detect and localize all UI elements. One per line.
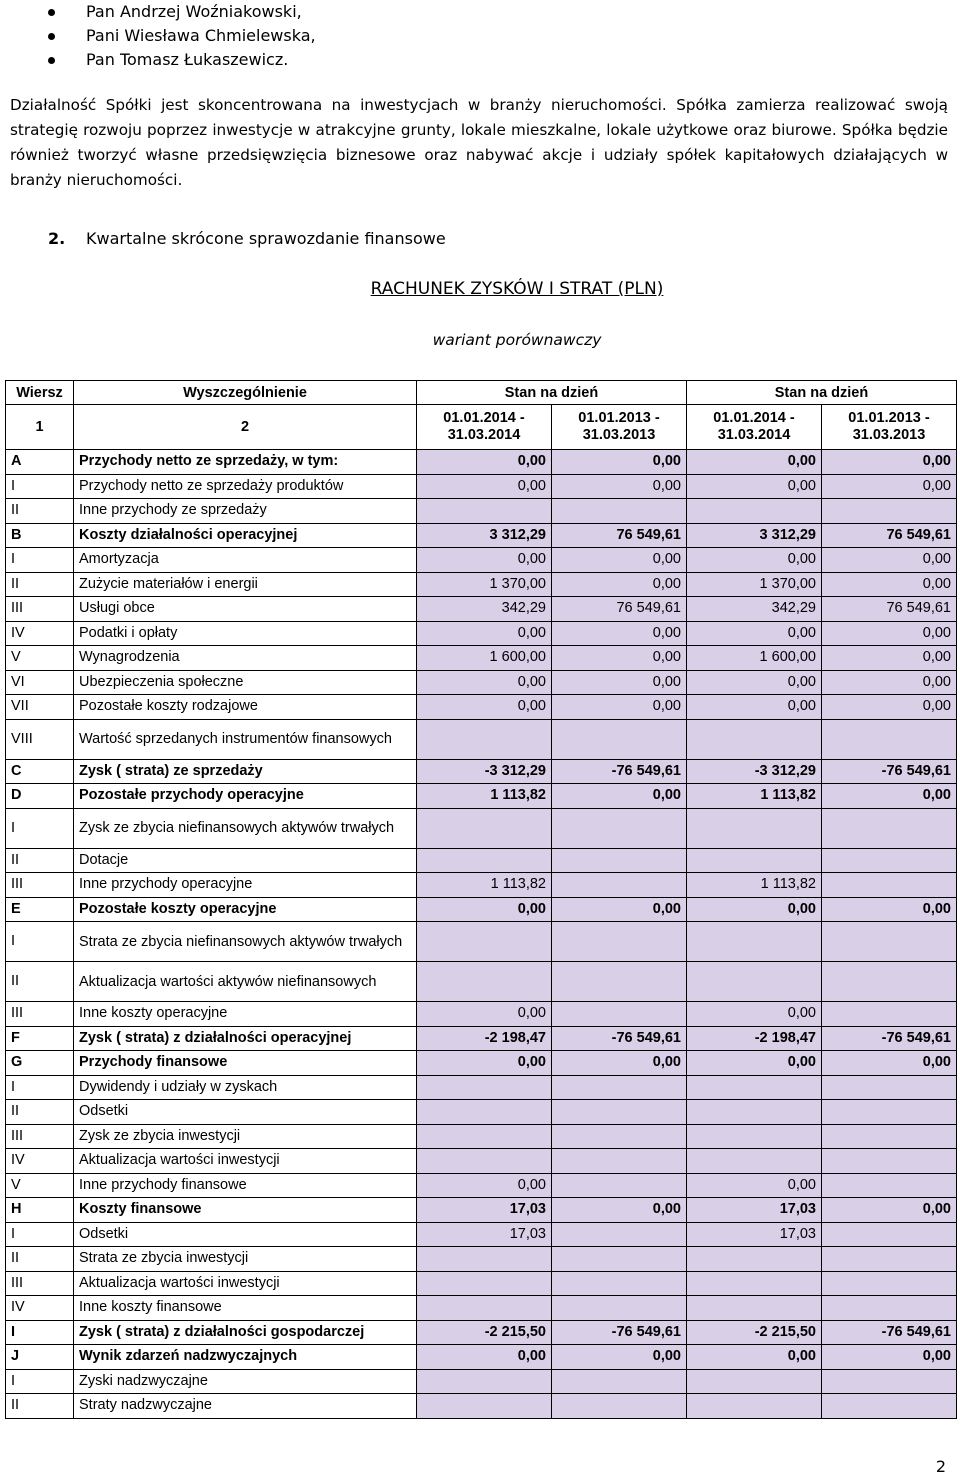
row-value: 0,00 (417, 1345, 552, 1370)
header-period: 01.01.2014 - 31.03.2014 (417, 405, 552, 450)
row-value: -76 549,61 (822, 759, 957, 784)
row-value (552, 808, 687, 848)
row-value (687, 1124, 822, 1149)
row-value: 1 113,82 (417, 873, 552, 898)
row-label: Wartość sprzedanych instrumentów finansowych (74, 719, 417, 759)
row-value: 0,00 (687, 1051, 822, 1076)
row-value (687, 922, 822, 962)
table-row (6, 1173, 957, 1198)
row-value (552, 922, 687, 962)
row-value: -76 549,61 (552, 1320, 687, 1345)
table-row (6, 474, 957, 499)
row-label: Ubezpieczenia społeczne (74, 670, 417, 695)
row-label: Aktualizacja wartości inwestycji (74, 1149, 417, 1174)
row-label: Zysk ze zbycia niefinansowych aktywów trwałych (74, 808, 417, 848)
table-row (6, 784, 957, 809)
table-row (6, 1369, 957, 1394)
row-value (552, 848, 687, 873)
row-value: 1 370,00 (687, 572, 822, 597)
row-code: IV (6, 621, 74, 646)
row-value: 0,00 (417, 670, 552, 695)
row-value: 0,00 (687, 548, 822, 573)
row-value: 0,00 (417, 695, 552, 720)
row-code: IV (6, 1149, 74, 1174)
row-value: 0,00 (417, 450, 552, 475)
row-value (552, 1149, 687, 1174)
row-value: 0,00 (822, 897, 957, 922)
row-value: 0,00 (822, 670, 957, 695)
row-value (552, 1247, 687, 1272)
row-value: 76 549,61 (552, 597, 687, 622)
row-label: Zyski nadzwyczajne (74, 1369, 417, 1394)
row-value: 76 549,61 (822, 597, 957, 622)
row-code: E (6, 897, 74, 922)
row-value: 0,00 (552, 784, 687, 809)
board-members-list (48, 0, 316, 72)
row-label: Aktualizacja wartości inwestycji (74, 1271, 417, 1296)
row-value: 0,00 (822, 1198, 957, 1223)
row-label: Aktualizacja wartości aktywów niefinansowych (74, 962, 417, 1002)
row-value (822, 1149, 957, 1174)
row-code: III (6, 1002, 74, 1027)
row-label: Odsetki (74, 1100, 417, 1125)
row-label: Zysk ( strata) ze sprzedaży (74, 759, 417, 784)
row-value: 0,00 (822, 1345, 957, 1370)
row-value (822, 719, 957, 759)
row-value: 0,00 (552, 670, 687, 695)
row-value: -3 312,29 (417, 759, 552, 784)
row-value (822, 1124, 957, 1149)
row-code: I (6, 922, 74, 962)
row-value: 0,00 (822, 450, 957, 475)
table-row (6, 759, 957, 784)
row-value: 1 113,82 (687, 784, 822, 809)
row-code: I (6, 1222, 74, 1247)
table-row (6, 646, 957, 671)
row-value (417, 808, 552, 848)
row-label: Wynagrodzenia (74, 646, 417, 671)
row-value: -3 312,29 (687, 759, 822, 784)
header-period: 01.01.2013 - 31.03.2013 (822, 405, 957, 450)
header-stan-2: Stan na dzień (687, 381, 957, 405)
row-label: Zysk ( strata) z działalności operacyjnej (74, 1026, 417, 1051)
row-code: I (6, 1369, 74, 1394)
row-value: 342,29 (417, 597, 552, 622)
row-value: 0,00 (417, 1051, 552, 1076)
row-label: Inne koszty operacyjne (74, 1002, 417, 1027)
row-code: J (6, 1345, 74, 1370)
table-row (6, 1320, 957, 1345)
row-value: -76 549,61 (822, 1320, 957, 1345)
row-value: 0,00 (552, 1051, 687, 1076)
row-value (822, 848, 957, 873)
row-value: 0,00 (822, 1051, 957, 1076)
row-value: 0,00 (417, 474, 552, 499)
table-header-row (6, 381, 957, 405)
row-value (822, 1369, 957, 1394)
row-value: 0,00 (552, 1345, 687, 1370)
section-number: 2. (48, 229, 66, 248)
row-label: Pozostałe koszty rodzajowe (74, 695, 417, 720)
row-code: IV (6, 1296, 74, 1321)
row-label: Zysk ( strata) z działalności gospodarczej (74, 1320, 417, 1345)
row-label: Dotacje (74, 848, 417, 873)
row-value (822, 1296, 957, 1321)
header-col-2: 2 (74, 405, 417, 450)
row-value (417, 1296, 552, 1321)
row-label: Pozostałe koszty operacyjne (74, 897, 417, 922)
row-label: Podatki i opłaty (74, 621, 417, 646)
row-value: 0,00 (822, 474, 957, 499)
row-value (417, 719, 552, 759)
row-label: Inne przychody ze sprzedaży (74, 499, 417, 524)
row-code: III (6, 1271, 74, 1296)
row-code: I (6, 808, 74, 848)
row-code: II (6, 499, 74, 524)
table-row (6, 1394, 957, 1419)
row-value (822, 1075, 957, 1100)
table-row (6, 1026, 957, 1051)
row-value: -76 549,61 (822, 1026, 957, 1051)
row-code: I (6, 548, 74, 573)
header-stan-1: Stan na dzień (417, 381, 687, 405)
row-value (822, 1002, 957, 1027)
row-code: III (6, 873, 74, 898)
table-row (6, 848, 957, 873)
row-code: A (6, 450, 74, 475)
row-label: Amortyzacja (74, 548, 417, 573)
row-value (552, 1222, 687, 1247)
row-value: 0,00 (417, 1002, 552, 1027)
row-value (687, 719, 822, 759)
row-value: 76 549,61 (822, 523, 957, 548)
row-code: II (6, 848, 74, 873)
row-value (822, 962, 957, 1002)
row-value: 0,00 (417, 548, 552, 573)
row-value (687, 848, 822, 873)
row-value: 0,00 (822, 548, 957, 573)
row-code: II (6, 1394, 74, 1419)
row-value: 0,00 (687, 1173, 822, 1198)
document-title: RACHUNEK ZYSKÓW I STRAT (PLN) (370, 279, 664, 299)
row-value (552, 1002, 687, 1027)
row-value (822, 808, 957, 848)
row-value: 0,00 (687, 670, 822, 695)
row-code: D (6, 784, 74, 809)
row-value (687, 1296, 822, 1321)
row-value (822, 873, 957, 898)
table-row (6, 1075, 957, 1100)
row-value: 1 370,00 (417, 572, 552, 597)
row-value (552, 1271, 687, 1296)
table-row (6, 719, 957, 759)
table-row (6, 1051, 957, 1076)
row-value (822, 1247, 957, 1272)
row-value (552, 719, 687, 759)
row-value: 0,00 (552, 897, 687, 922)
table-row (6, 1345, 957, 1370)
table-row (6, 1100, 957, 1125)
table-row (6, 523, 957, 548)
row-value: 0,00 (552, 474, 687, 499)
row-value (687, 499, 822, 524)
row-value (552, 873, 687, 898)
row-label: Inne przychody operacyjne (74, 873, 417, 898)
row-value (552, 1173, 687, 1198)
row-value (822, 1100, 957, 1125)
table-row (6, 922, 957, 962)
header-period: 01.01.2013 - 31.03.2013 (552, 405, 687, 450)
row-value (687, 1369, 822, 1394)
row-value: -2 198,47 (687, 1026, 822, 1051)
table-row (6, 695, 957, 720)
row-value (552, 1075, 687, 1100)
row-value (687, 1271, 822, 1296)
row-code: II (6, 572, 74, 597)
row-value: 0,00 (687, 621, 822, 646)
table-row (6, 808, 957, 848)
table-row (6, 1198, 957, 1223)
table-body (6, 450, 957, 1419)
row-value (417, 1075, 552, 1100)
table-row (6, 873, 957, 898)
row-value: 17,03 (687, 1198, 822, 1223)
row-label: Wynik zdarzeń nadzwyczajnych (74, 1345, 417, 1370)
row-value (552, 1296, 687, 1321)
table-row (6, 450, 957, 475)
row-code: II (6, 1247, 74, 1272)
row-value: 0,00 (552, 646, 687, 671)
row-value: 0,00 (687, 897, 822, 922)
row-code: G (6, 1051, 74, 1076)
row-value: 0,00 (417, 1173, 552, 1198)
row-value (822, 1222, 957, 1247)
row-value: 0,00 (687, 474, 822, 499)
row-value: 0,00 (822, 621, 957, 646)
header-wiersz: Wiersz (6, 381, 74, 405)
row-code: II (6, 1100, 74, 1125)
row-value (552, 1394, 687, 1419)
row-label: Zużycie materiałów i energii (74, 572, 417, 597)
row-value: 1 600,00 (417, 646, 552, 671)
row-value: 0,00 (552, 450, 687, 475)
row-value (687, 1100, 822, 1125)
row-value: -76 549,61 (552, 1026, 687, 1051)
table-row (6, 670, 957, 695)
row-code: VI (6, 670, 74, 695)
table-row (6, 1222, 957, 1247)
row-value (822, 1271, 957, 1296)
row-label: Strata ze zbycia inwestycji (74, 1247, 417, 1272)
row-value: 17,03 (687, 1222, 822, 1247)
list-item: Pani Wiesława Chmielewska, (48, 24, 316, 48)
row-value (552, 1100, 687, 1125)
section-heading (48, 229, 446, 248)
row-code: I (6, 1075, 74, 1100)
row-value (417, 848, 552, 873)
table-row (6, 962, 957, 1002)
row-code: C (6, 759, 74, 784)
row-code: V (6, 646, 74, 671)
row-label: Pozostałe przychody operacyjne (74, 784, 417, 809)
table-row (6, 499, 957, 524)
header-period: 01.01.2014 - 31.03.2014 (687, 405, 822, 450)
row-value (822, 922, 957, 962)
row-label: Koszty działalności operacyjnej (74, 523, 417, 548)
row-value (417, 1100, 552, 1125)
row-label: Przychody netto ze sprzedaży produktów (74, 474, 417, 499)
header-wyszczegolnienie: Wyszczególnienie (74, 381, 417, 405)
row-code: B (6, 523, 74, 548)
row-value (687, 962, 822, 1002)
row-code: V (6, 1173, 74, 1198)
row-value: 0,00 (822, 646, 957, 671)
table-row (6, 621, 957, 646)
row-value (687, 808, 822, 848)
row-value (822, 1173, 957, 1198)
row-value (417, 499, 552, 524)
row-value: 1 113,82 (687, 873, 822, 898)
row-value: 0,00 (417, 897, 552, 922)
row-value: 0,00 (552, 572, 687, 597)
row-value (822, 499, 957, 524)
row-label: Usługi obce (74, 597, 417, 622)
row-value: 0,00 (687, 1002, 822, 1027)
row-value (687, 1075, 822, 1100)
section-title: Kwartalne skrócone sprawozdanie finansowe (86, 229, 446, 248)
row-value (417, 1369, 552, 1394)
row-value (417, 1124, 552, 1149)
table-row (6, 1247, 957, 1272)
row-label: Przychody finansowe (74, 1051, 417, 1076)
row-value (417, 1247, 552, 1272)
row-value (417, 962, 552, 1002)
table-row (6, 572, 957, 597)
row-value: 0,00 (822, 784, 957, 809)
page-number: 2 (935, 1457, 946, 1476)
row-value: 342,29 (687, 597, 822, 622)
row-label: Przychody netto ze sprzedaży, w tym: (74, 450, 417, 475)
row-value (552, 1124, 687, 1149)
table-row (6, 1271, 957, 1296)
table-row (6, 1296, 957, 1321)
row-code: H (6, 1198, 74, 1223)
row-code: I (6, 474, 74, 499)
row-label: Strata ze zbycia niefinansowych aktywów trwałych (74, 922, 417, 962)
list-item: Pan Tomasz Łukaszewicz. (48, 48, 316, 72)
row-value (417, 1271, 552, 1296)
row-code: I (6, 1320, 74, 1345)
row-code: VII (6, 695, 74, 720)
row-label: Koszty finansowe (74, 1198, 417, 1223)
row-value: 0,00 (552, 548, 687, 573)
header-col-1: 1 (6, 405, 74, 450)
row-value: 1 600,00 (687, 646, 822, 671)
row-value: 0,00 (552, 1198, 687, 1223)
row-code: II (6, 962, 74, 1002)
row-label: Inne przychody finansowe (74, 1173, 417, 1198)
row-value: 0,00 (552, 695, 687, 720)
row-label: Zysk ze zbycia inwestycji (74, 1124, 417, 1149)
table-header-row (6, 405, 957, 450)
row-value: 0,00 (417, 621, 552, 646)
row-code: F (6, 1026, 74, 1051)
row-label: Odsetki (74, 1222, 417, 1247)
table-row (6, 1002, 957, 1027)
table-row (6, 548, 957, 573)
company-description: Działalność Spółki jest skoncentrowana na inwestycjach w branży nieruchomości. Spółka zamierza realizować swoją strategię rozwoju poprzez inwestycje w atrakcyjne grunty, lokale mieszkalne, lokale użytkowe oraz biurowe. Spółka będzie również tworzyć własne przedsięwzięcia biznesowe oraz nabywać akcje i udziały spółek kapitałowych działających w branży nieruchomości. (10, 96, 948, 189)
table-row (6, 1124, 957, 1149)
row-value (552, 962, 687, 1002)
row-label: Straty nadzwyczajne (74, 1394, 417, 1419)
row-value: 0,00 (687, 450, 822, 475)
row-value: -2 198,47 (417, 1026, 552, 1051)
row-value: 3 312,29 (417, 523, 552, 548)
row-value (417, 1394, 552, 1419)
row-value (552, 499, 687, 524)
row-label: Inne koszty finansowe (74, 1296, 417, 1321)
row-value (417, 1149, 552, 1174)
document-subtitle: wariant porównawczy (432, 331, 602, 349)
row-code: VIII (6, 719, 74, 759)
row-value: 0,00 (552, 621, 687, 646)
row-value (687, 1394, 822, 1419)
row-label: Dywidendy i udziały w zyskach (74, 1075, 417, 1100)
income-statement-table (5, 380, 957, 1419)
row-value (687, 1247, 822, 1272)
row-code: III (6, 1124, 74, 1149)
row-value (687, 1149, 822, 1174)
row-value (552, 1369, 687, 1394)
row-value: 17,03 (417, 1198, 552, 1223)
row-value: -76 549,61 (552, 759, 687, 784)
table-row (6, 597, 957, 622)
row-value: 0,00 (822, 572, 957, 597)
row-value: 3 312,29 (687, 523, 822, 548)
row-value: -2 215,50 (417, 1320, 552, 1345)
row-value (822, 1394, 957, 1419)
row-value: 76 549,61 (552, 523, 687, 548)
row-value: 0,00 (687, 1345, 822, 1370)
row-value: 17,03 (417, 1222, 552, 1247)
row-value: 0,00 (687, 695, 822, 720)
row-value: 0,00 (822, 695, 957, 720)
row-code: III (6, 597, 74, 622)
row-value: 1 113,82 (417, 784, 552, 809)
row-value (417, 922, 552, 962)
row-value: -2 215,50 (687, 1320, 822, 1345)
table-row (6, 897, 957, 922)
table-row (6, 1149, 957, 1174)
list-item: Pan Andrzej Woźniakowski, (48, 0, 316, 24)
